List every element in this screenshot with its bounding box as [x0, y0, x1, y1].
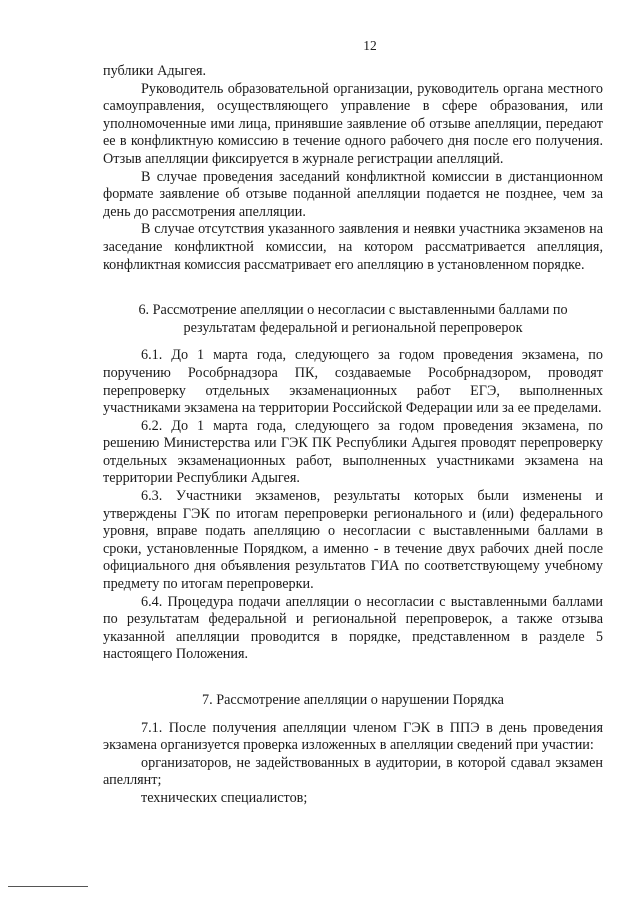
section-heading-6: 6. Рассмотрение апелляции о несогласии с выставленными баллами по результатам федеральной и региональной перепроверок	[138, 302, 568, 336]
paragraph: технических специалистов;	[141, 789, 308, 806]
paragraph: 7.1. После получения апелляции членом ГЭК в ППЭ в день проведения экзамена организуется проверка изложенных в апелляции сведений при участии:	[103, 719, 603, 754]
paragraph: публики Адыгея.	[103, 63, 207, 79]
paragraph: В случае проведения заседаний конфликтной комиссии в дистанционном формате заявление об отзыве поданной апелляции подается не позднее, чем за день до рассмотрения апелляции.	[103, 168, 603, 220]
paragraph: В случае отсутствия указанного заявления и неявки участника экзаменов на заседание конфликтной комиссии, на котором рассматривается апелляция, конфликтная комиссия рассматривает его апелляцию в установленном порядке.	[103, 221, 603, 273]
paragraph: 6.3. Участники экзаменов, результаты которых были изменены и утверждены ГЭК по итогам перепроверки регионального и (или) федерального уровня, вправе подать апелляцию о несогласии с выставленными баллами в сроки, установленные Порядком, а именно - в течение двух рабочих дней после официального дня объявления результатов ГИА по соответствующему учебному предмету по итогам перепроверки.	[103, 488, 603, 593]
paragraph: 6.2. До 1 марта года, следующего за годом проведения экзамена, по решению Министерства или ГЭК ПК Республики Адыгея проводят перепроверку отдельных экзаменационных работ, выполненных участниками экзамена на территории Республики Адыгея.	[103, 417, 603, 487]
page-number: 12	[363, 38, 377, 53]
paragraph: Руководитель образовательной организации, руководитель органа местного самоуправления, осуществляющего управление в сфере образования, или уполномоченные ими лица, принявшие заявление об отзыве апелляции, передают ее в конфликтную комиссию в течение одного рабочего дня после его получения. Отзыв апелляции фиксируется в журнале регистрации апелляций.	[103, 80, 603, 167]
paragraph: 6.4. Процедура подачи апелляции о несогласии с выставленными баллами по результатам федеральной и региональной перепроверок, а также отзыва указанной апелляции проводится в порядке, представленном в разделе 5 настоящего Положения.	[103, 593, 603, 663]
paragraph: организаторов, не задействованных в аудитории, в которой сдавал экзамен апеллянт;	[103, 754, 603, 789]
paragraph: 6.1. До 1 марта года, следующего за годом проведения экзамена, по поручению Рособрнадзора ПК, создаваемые Рособрнадзором, проводят перепроверку отдельных экзаменационных работ ЕГЭ, выполненных участниками экзамена на территории Российской Федерации или за ее пределами.	[103, 347, 603, 417]
section-heading-7: 7. Рассмотрение апелляции о нарушении Порядка	[202, 692, 504, 708]
footnote-divider	[8, 886, 88, 887]
document-body	[103, 63, 603, 808]
